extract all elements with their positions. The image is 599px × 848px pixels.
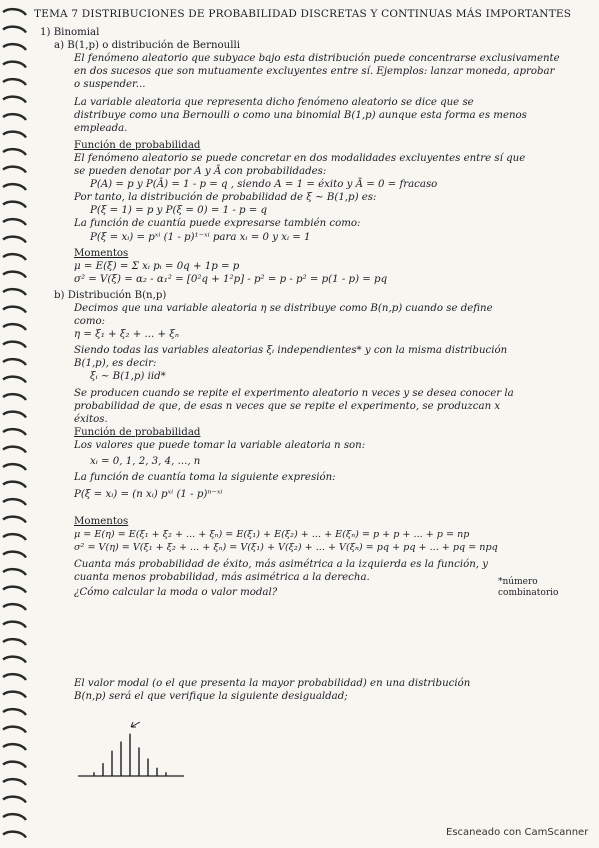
spiral-ring: [3, 534, 26, 540]
spiral-ring: [3, 657, 26, 663]
spiral-ring: [3, 44, 26, 50]
formula-line: xᵢ = 0, 1, 2, 3, 4, ..., n: [90, 456, 201, 467]
footnote-combinatorial: *número combinatorio: [498, 577, 559, 598]
text-line: Decimos que una variable aleatoria η se distribuye como B(n,p) cuando se define: [74, 302, 493, 314]
spiral-ring: [3, 307, 26, 313]
spiral-ring: [3, 62, 26, 68]
text-line: cuanta menos probabilidad, más asimétrica a la derecha.: [74, 571, 370, 583]
text-line: empleada.: [74, 122, 128, 134]
text-line: El valor modal (o el que presenta la mayor probabilidad) en una distribución: [74, 677, 471, 689]
spiral-ring: [3, 97, 26, 103]
subsection-heading-a: a) B(1,p) o distribución de Bernoulli: [54, 40, 240, 52]
spiral-ring: [3, 254, 26, 260]
text-line: Los valores que puede tomar la variable aleatoria n son:: [74, 439, 366, 451]
text-line: B(1,p), es decir:: [74, 358, 157, 370]
spiral-ring: [3, 394, 26, 400]
text-line: La variable aleatoria que representa dicho fenómeno aleatorio se dice que se: [74, 96, 474, 108]
text-line: Cuanta más probabilidad de éxito, más asimétrica a la izquierda es la función, y: [74, 558, 489, 570]
subsection-heading-b: b) Distribución B(n,p): [54, 289, 167, 301]
spiral-ring: [3, 552, 26, 558]
subheading: Función de probabilidad: [74, 139, 201, 151]
spiral-ring: [3, 797, 26, 803]
text-line: o suspender...: [74, 79, 146, 91]
spiral-ring: [3, 464, 26, 470]
text-line: El fenómeno aleatorio se puede concretar en dos modalidades excluyentes entre sí que: [74, 152, 526, 164]
formula-line: σ² = V(η) = V(ξ₁ + ξ₂ + ... + ξₙ) = V(ξ₁) + V(ξ₂) + ... + V(ξₙ) = pq + pq + ... + pq = npq: [74, 542, 498, 554]
text-line: en dos sucesos que son mutuamente excluyentes entre sí. Ejemplos: lanzar moneda, aprobar: [74, 66, 555, 78]
spiral-ring: [3, 482, 26, 488]
spiral-ring: [3, 79, 26, 85]
spiral-ring: [3, 517, 26, 523]
spiral-ring: [3, 27, 26, 33]
text-line: Se producen cuando se repite el experimento aleatorio n veces y se desea conocer la: [74, 387, 514, 399]
formula-line: μ = E(η) = E(ξ₁ + ξ₂ + ... + ξₙ) = E(ξ₁) + E(ξ₂) + ... + E(ξₙ) = p + p + ... + p = np: [74, 529, 470, 541]
subheading: Momentos: [74, 516, 129, 528]
spiral-ring: [3, 184, 26, 190]
formula-line: P(ξ = 1) = p y P(ξ = 0) = 1 - p = q: [90, 205, 268, 217]
formula-line: σ² = V(ξ) = α₂ - α₁² = [0²q + 1²p] - p² = p - p² = p(1 - p) = pq: [74, 273, 388, 285]
spiral-ring: [3, 674, 26, 680]
formula-line: η = ξ₁ + ξ₂ + ... + ξₙ: [74, 329, 179, 341]
spiral-ring: [3, 237, 26, 243]
spiral-ring: [3, 639, 26, 645]
spiral-ring: [3, 429, 26, 435]
text-line: El fenómeno aleatorio que subyace bajo esta distribución puede concentrarse exclusivamente: [74, 53, 560, 65]
text-line: Siendo todas las variables aleatorias ξᵢ independientes* y con la misma distribución: [74, 345, 508, 357]
spiral-ring: [3, 744, 26, 750]
spiral-ring: [3, 447, 26, 453]
spiral-ring: [3, 762, 26, 768]
spiral-ring: [3, 219, 26, 225]
spiral-ring: [3, 727, 26, 733]
spiral-ring: [3, 132, 26, 138]
notebook-spiral: [0, 0, 30, 848]
formula-line: P(ξ = xᵢ) = pˣⁱ (1 - p)¹⁻ˣⁱ para xᵢ = 0 y xᵢ = 1: [90, 231, 311, 243]
spiral-ring: [3, 709, 26, 715]
text-line: La función de cuantía toma la siguiente expresión:: [74, 472, 336, 484]
spiral-ring: [3, 167, 26, 173]
mode-sketch-chart: [76, 720, 186, 782]
formula-line: μ = E(ξ) = Σ xᵢ pᵢ = 0q + 1p = p: [74, 260, 240, 272]
notes-page: [34, 8, 594, 838]
text-line: probabilidad de que, de esas n veces que se repite el experimento, se produzcan x: [74, 400, 501, 412]
spiral-ring: [3, 499, 26, 505]
spiral-ring: [3, 377, 26, 383]
mode-arrow: [131, 722, 140, 727]
text-line: B(n,p) será el que verifique la siguiente desigualdad;: [74, 690, 348, 702]
section-heading: 1) Binomial: [40, 27, 100, 39]
spiral-ring: [3, 9, 26, 15]
spiral-ring: [3, 359, 26, 365]
spiral-ring: [3, 622, 26, 628]
text-line: Por tanto, la distribución de probabilidad de ξ ~ B(1,p) es:: [74, 192, 377, 204]
text-line: La función de cuantía puede expresarse también como:: [74, 218, 361, 230]
spiral-ring: [3, 604, 26, 610]
spiral-ring: [3, 324, 26, 330]
text-line: se pueden denotar por A y Ā con probabilidades:: [74, 166, 327, 178]
subheading: Función de probabilidad: [74, 426, 201, 438]
scanner-watermark: Escaneado con CamScanner: [446, 827, 589, 838]
spiral-ring: [3, 272, 26, 278]
text-line: éxitos.: [74, 413, 108, 425]
spiral-ring: [3, 289, 26, 295]
formula-line: P(ξ = xᵢ) = (n xᵢ) pˣⁱ (1 - p)ⁿ⁻ˣⁱ: [74, 489, 223, 501]
spiral-ring: [3, 149, 26, 155]
question-line: ¿Cómo calcular la moda o valor modal?: [74, 586, 278, 598]
formula-line: P(A) = p y P(Ā) = 1 - p = q , siendo A = 1 = éxito y Ā = 0 = fracaso: [90, 179, 438, 191]
spiral-ring: [3, 779, 26, 785]
spiral-ring: [3, 692, 26, 698]
subheading: Momentos: [74, 247, 129, 259]
text-line: como:: [74, 316, 106, 328]
spiral-ring: [3, 814, 26, 820]
spiral-ring: [3, 587, 26, 593]
spiral-ring: [3, 832, 26, 838]
page-title: TEMA 7 DISTRIBUCIONES DE PROBABILIDAD DISCRETAS Y CONTINUAS MÁS IMPORTANTES: [34, 8, 572, 20]
spiral-ring: [3, 114, 26, 120]
text-line: distribuye como una Bernoulli o como una binomial B(1,p) aunque esta forma es menos: [74, 109, 527, 121]
spiral-ring: [3, 342, 26, 348]
spiral-ring: [3, 569, 26, 575]
formula-line: ξᵢ ~ B(1,p) iid*: [90, 371, 166, 383]
spiral-ring: [3, 202, 26, 208]
spiral-ring: [3, 412, 26, 418]
